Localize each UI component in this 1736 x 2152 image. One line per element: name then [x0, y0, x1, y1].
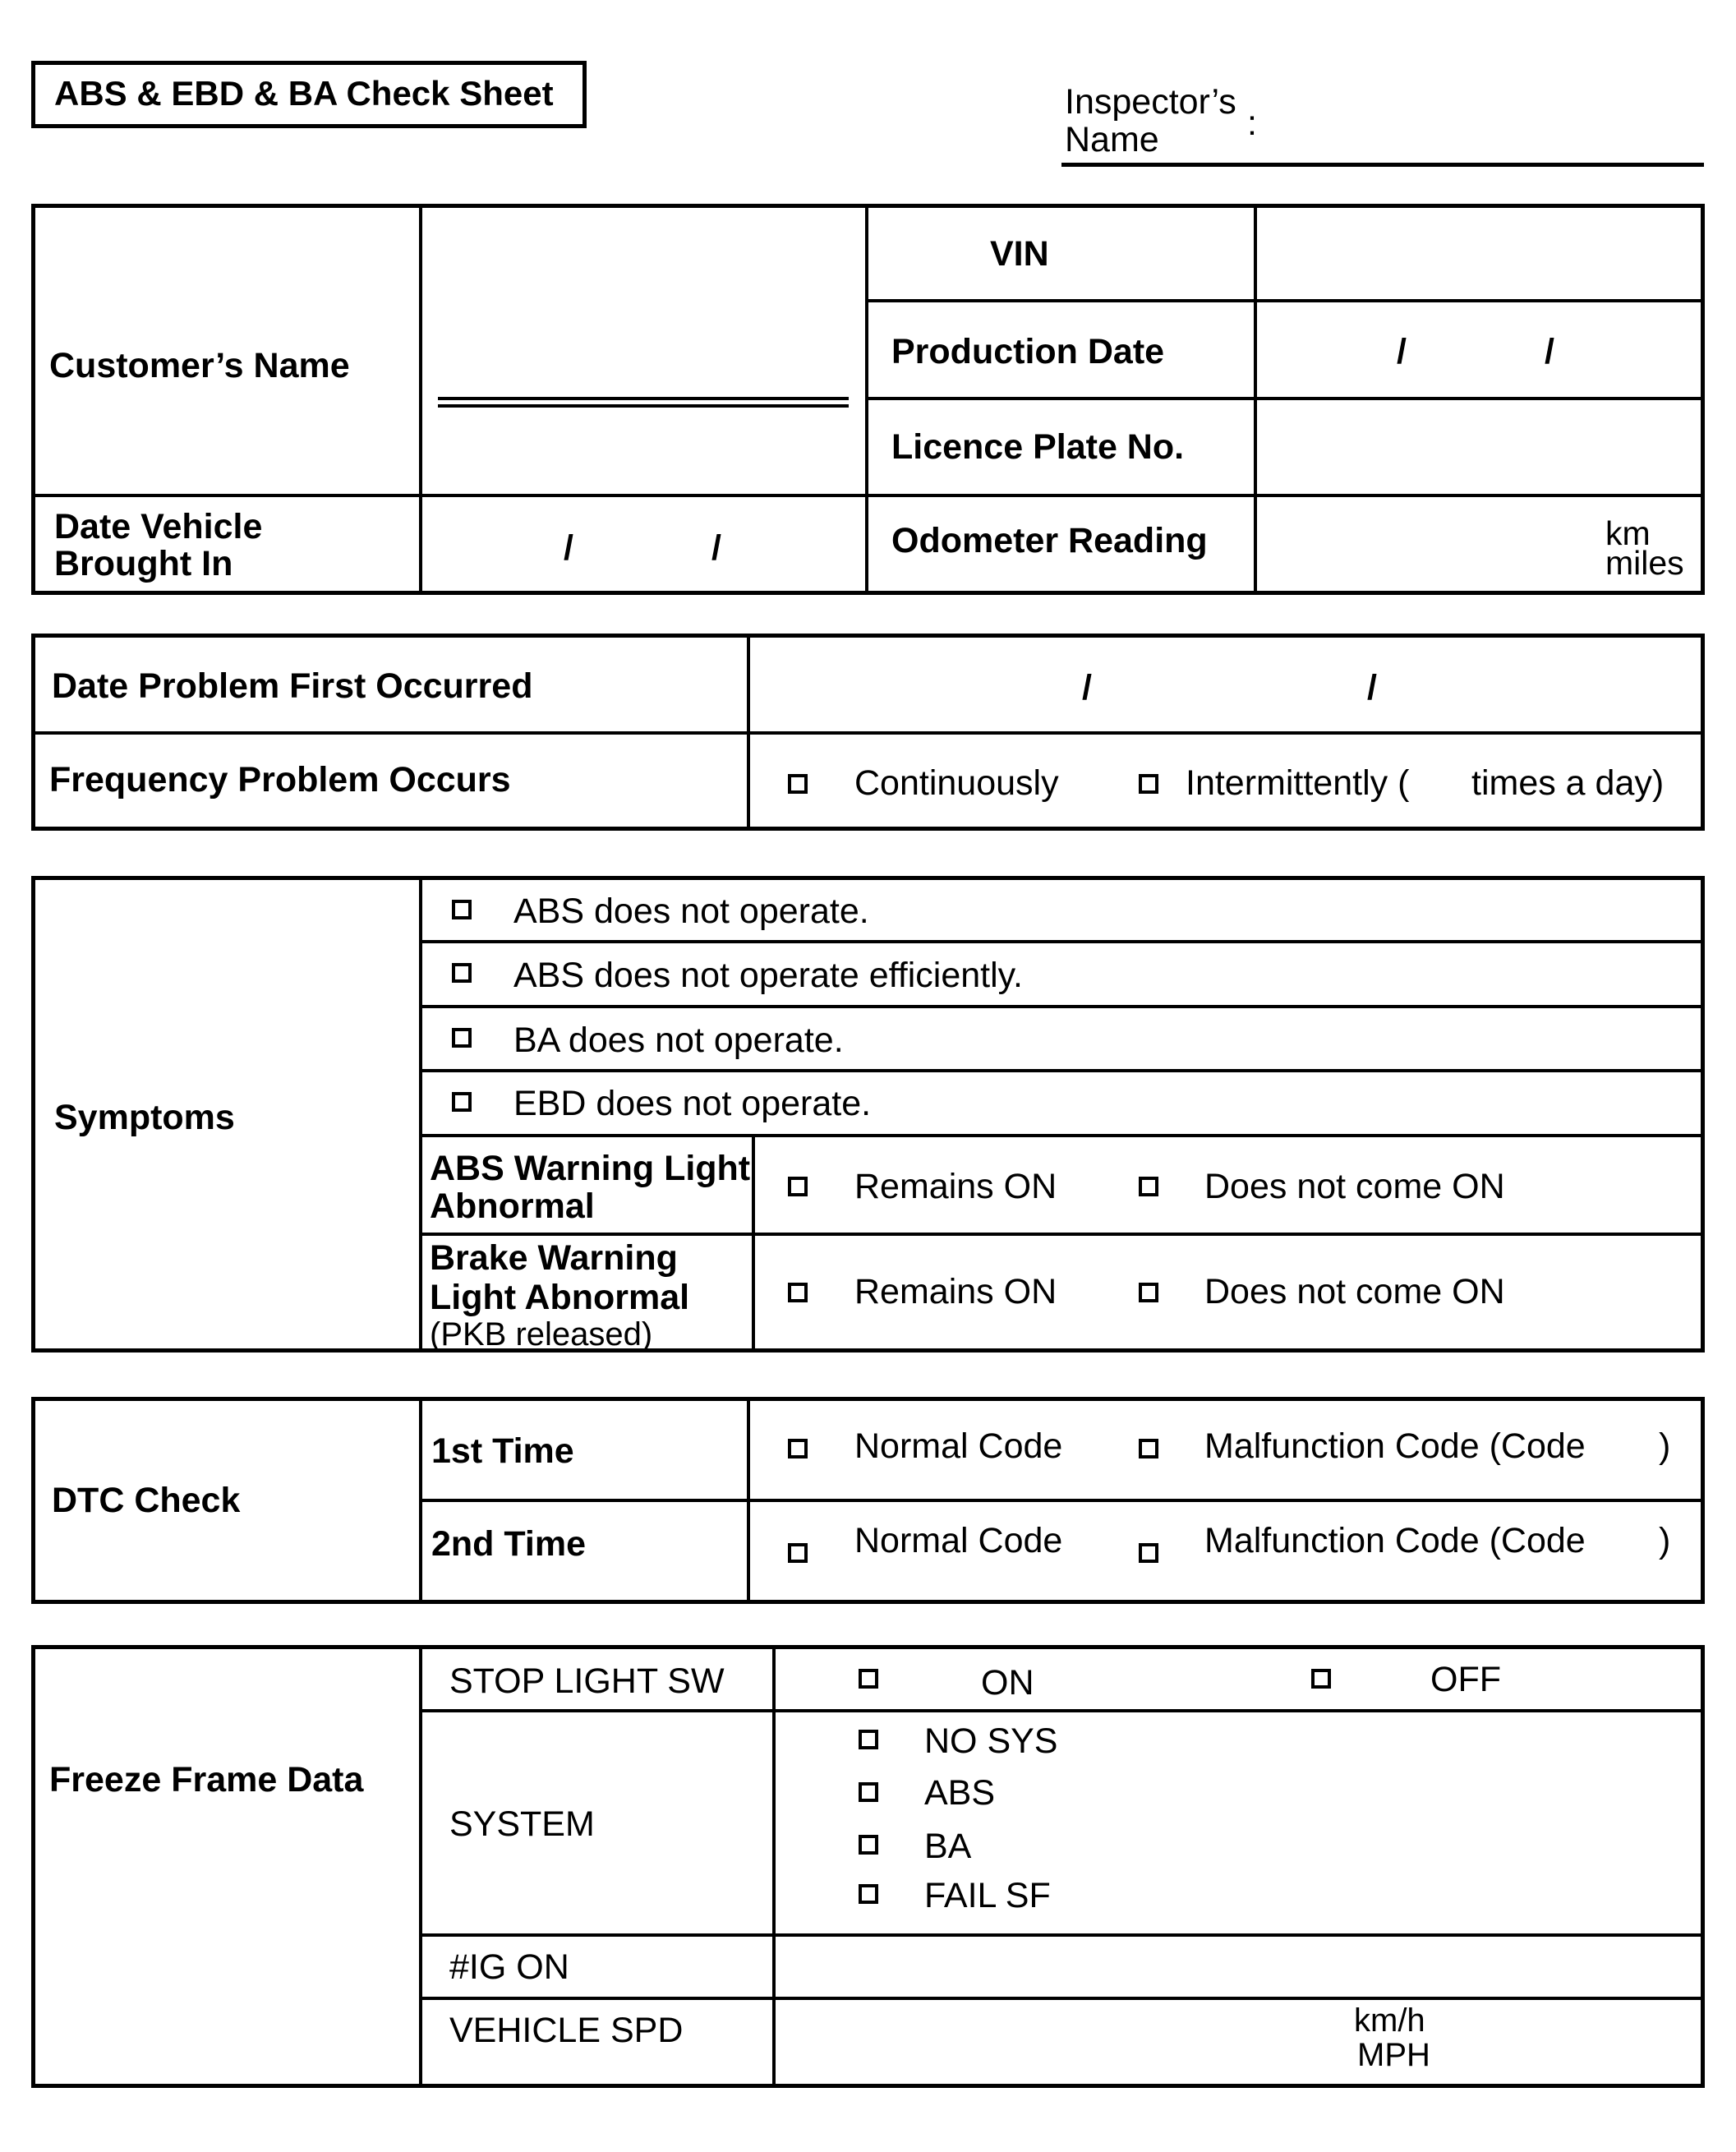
divider [419, 1933, 1703, 1937]
divider [419, 1005, 1703, 1008]
intermittently-checkbox[interactable] [1139, 774, 1158, 794]
frequency-label: Frequency Problem Occurs [49, 760, 511, 800]
system-option-checkbox[interactable] [859, 1730, 878, 1749]
brake-remains-on-label: Remains ON [854, 1272, 1057, 1311]
intermittently-label: Intermittently ( [1186, 763, 1410, 803]
abs-warning-label-line2: Abnormal [430, 1187, 595, 1226]
abs-warning-label-line1: ABS Warning Light [430, 1149, 751, 1188]
dtc-first-malfunction-label: Malfunction Code (Code [1204, 1426, 1586, 1466]
date-first-occurred-slash-2: / [1367, 668, 1377, 707]
dtc-second-malfunction-checkbox[interactable] [1139, 1543, 1158, 1563]
customer-name-line-2[interactable] [438, 404, 849, 408]
dtc-first-time-label: 1st Time [431, 1431, 574, 1471]
inspector-label-line2: Name [1065, 120, 1159, 159]
date-first-occurred-label: Date Problem First Occurred [52, 666, 533, 706]
divider [31, 731, 1703, 735]
brake-warning-label-line3: (PKB released) [430, 1316, 653, 1352]
stop-light-sw-label: STOP LIGHT SW [449, 1661, 725, 1701]
abs-does-not-come-on-checkbox[interactable] [1139, 1177, 1158, 1196]
vehicle-spd-unit-kmh: km/h [1354, 2002, 1425, 2039]
abs-does-not-come-on-label: Does not come ON [1204, 1167, 1505, 1206]
customer-name-line-1[interactable] [438, 397, 849, 400]
odometer-unit-miles: miles [1605, 544, 1684, 582]
divider [31, 494, 1703, 497]
symptom-item: BA does not operate. [513, 1021, 844, 1060]
symptoms-label: Symptoms [54, 1098, 235, 1137]
vin-field[interactable] [1257, 207, 1701, 297]
production-date-slash-1: / [1397, 332, 1407, 371]
dtc-second-normal-label: Normal Code [854, 1521, 1063, 1560]
customer-name-label: Customer’s Name [49, 346, 350, 385]
licence-plate-label: Licence Plate No. [891, 427, 1185, 467]
inspector-name-line[interactable] [1061, 163, 1704, 167]
divider [419, 1069, 1703, 1072]
vehicle-spd-unit-mph: MPH [1357, 2037, 1430, 2073]
stop-light-on-checkbox[interactable] [859, 1669, 878, 1689]
times-a-day-label: times a day) [1471, 763, 1665, 803]
dtc-first-normal-checkbox[interactable] [788, 1439, 808, 1458]
dtc-second-time-label: 2nd Time [431, 1524, 586, 1564]
ig-on-label: #IG ON [449, 1947, 569, 1987]
dtc-first-malfunction-checkbox[interactable] [1139, 1439, 1158, 1458]
system-option-label: FAIL SF [924, 1876, 1051, 1915]
symptom-checkbox[interactable] [452, 1092, 472, 1112]
symptom-checkbox[interactable] [452, 1028, 472, 1048]
brake-warning-label-line1: Brake Warning [430, 1238, 678, 1278]
system-label: SYSTEM [449, 1804, 595, 1844]
divider [419, 1499, 1703, 1502]
system-option-label: ABS [924, 1773, 996, 1813]
date-brought-in-slash-1: / [564, 528, 573, 568]
inspector-colon: : [1247, 104, 1257, 143]
date-brought-in-label-line2: Brought In [54, 544, 233, 583]
stop-light-off-checkbox[interactable] [1311, 1669, 1331, 1689]
vehicle-spd-label: VEHICLE SPD [449, 2011, 684, 2050]
symptom-item: ABS does not operate efficiently. [513, 956, 1023, 995]
system-option-label: BA [924, 1827, 972, 1866]
production-date-slash-2: / [1545, 332, 1554, 371]
system-option-checkbox[interactable] [859, 1782, 878, 1802]
divider [419, 1709, 1703, 1712]
divider [419, 940, 1703, 943]
dtc-second-close-paren: ) [1659, 1521, 1671, 1560]
abs-remains-on-checkbox[interactable] [788, 1177, 808, 1196]
dtc-second-malfunction-label: Malfunction Code (Code [1204, 1521, 1586, 1560]
continuously-checkbox[interactable] [788, 774, 808, 794]
brake-remains-on-checkbox[interactable] [788, 1283, 808, 1302]
divider [419, 1134, 1703, 1137]
divider [419, 876, 422, 1352]
sheet-title: ABS & EBD & BA Check Sheet [54, 74, 554, 113]
divider [419, 204, 422, 595]
odometer-label: Odometer Reading [891, 521, 1208, 560]
system-option-checkbox[interactable] [859, 1835, 878, 1855]
brake-does-not-come-on-checkbox[interactable] [1139, 1283, 1158, 1302]
brake-warning-label-line2: Light Abnormal [430, 1278, 690, 1317]
divider [419, 1233, 1703, 1236]
abs-remains-on-label: Remains ON [854, 1167, 1057, 1206]
vin-label: VIN [990, 234, 1049, 274]
continuously-label: Continuously [854, 763, 1059, 803]
production-date-label: Production Date [891, 332, 1165, 371]
date-first-occurred-slash-1: / [1082, 668, 1092, 707]
date-brought-in-slash-2: / [711, 528, 721, 568]
freeze-frame-label: Freeze Frame Data [49, 1760, 364, 1799]
licence-plate-field[interactable] [1257, 400, 1701, 492]
stop-light-on-label: ON [981, 1663, 1034, 1703]
symptom-checkbox[interactable] [452, 900, 472, 919]
dtc-first-normal-label: Normal Code [854, 1426, 1063, 1466]
dtc-check-label: DTC Check [52, 1481, 241, 1520]
symptom-item: EBD does not operate. [513, 1084, 872, 1123]
system-option-label: NO SYS [924, 1721, 1058, 1761]
brake-does-not-come-on-label: Does not come ON [1204, 1272, 1505, 1311]
divider [419, 1997, 1703, 2000]
symptom-checkbox[interactable] [452, 963, 472, 983]
divider [752, 1134, 755, 1352]
system-option-checkbox[interactable] [859, 1884, 878, 1904]
divider [865, 299, 1703, 302]
dtc-second-normal-checkbox[interactable] [788, 1543, 808, 1563]
inspector-label-line1: Inspector’s [1065, 82, 1236, 122]
ig-on-field[interactable] [776, 1938, 1701, 1995]
stop-light-off-label: OFF [1430, 1660, 1501, 1699]
symptom-item: ABS does not operate. [513, 892, 869, 931]
odometer-unit-km: km [1605, 514, 1651, 552]
date-brought-in-label-line1: Date Vehicle [54, 507, 263, 546]
dtc-first-close-paren: ) [1659, 1426, 1671, 1466]
